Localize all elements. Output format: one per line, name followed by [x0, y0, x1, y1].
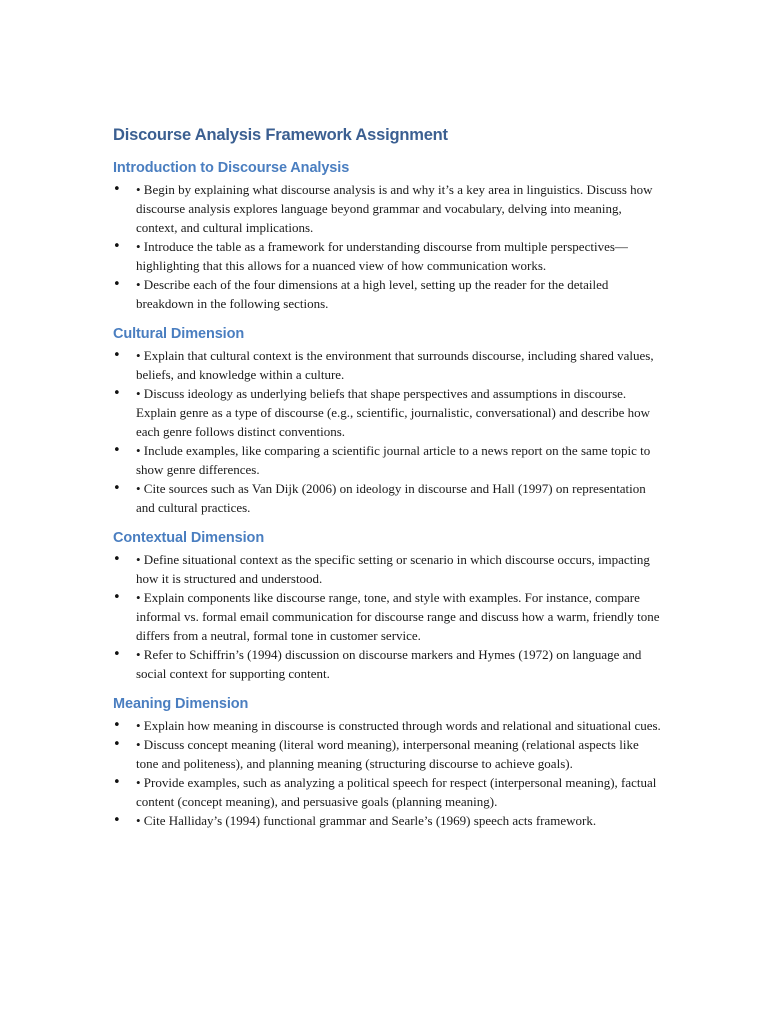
section-heading: Introduction to Discourse Analysis [113, 160, 350, 176]
section-contextual [113, 528, 661, 683]
list-item-text: • Cite Halliday’s (1994) functional grammar and Searle’s (1969) speech acts framework. [136, 813, 597, 828]
list-item-text: • Begin by explaining what discourse analysis is and why it’s a key area in linguistics. Discuss how discourse analysis explores language beyond grammar and vocabulary, delving into meaning, context, and cultural implications. [136, 182, 653, 235]
bullet-icon: • [113, 813, 121, 828]
list-item-text: • Include examples, like comparing a scientific journal article to a news report on the same topic to show genre differences. [136, 443, 651, 477]
list-item-text: • Discuss ideology as underlying beliefs that shape perspectives and assumptions in discourse. Explain genre as a type of discourse (e.g., scientific, journalistic, conversational) and describe how each genre follows distinct conventions. [136, 386, 651, 439]
document-page [113, 124, 661, 841]
list-item-text: • Explain how meaning in discourse is constructed through words and relational and situational cues. [136, 718, 661, 733]
list-item [113, 550, 661, 588]
section-introduction [113, 158, 661, 313]
list-item [113, 384, 661, 441]
section-heading: Contextual Dimension [113, 530, 265, 546]
list-item-text: • Explain that cultural context is the environment that surrounds discourse, including shared values, beliefs, and knowledge within a culture. [136, 348, 654, 382]
list-item-text: • Describe each of the four dimensions at a high level, setting up the reader for the detailed breakdown in the following sections. [136, 277, 609, 311]
bullet-icon: • [113, 552, 121, 567]
bullet-icon: • [113, 277, 121, 292]
list-item [113, 180, 661, 237]
bullet-icon: • [113, 239, 121, 254]
bullet-icon: • [113, 481, 121, 496]
bullet-icon: • [113, 737, 121, 752]
list-item-text: • Refer to Schiffrin’s (1994) discussion on discourse markers and Hymes (1972) on language and social context for supporting content. [136, 647, 642, 681]
list-item-text: • Provide examples, such as analyzing a political speech for respect (interpersonal meaning), factual content (concept meaning), and persuasive goals (planning meaning). [136, 775, 657, 809]
section-cultural [113, 324, 661, 517]
list-item-text: • Discuss concept meaning (literal word meaning), interpersonal meaning (relational aspects like tone and politeness), and planning meaning (structuring discourse to achieve goals). [136, 737, 639, 771]
list-item [113, 773, 661, 811]
list-item [113, 735, 661, 773]
list-item-text: • Explain components like discourse range, tone, and style with examples. For instance, compare informal vs. formal email communication for discourse range and discuss how a warm, friendly tone differs from a neutral, formal tone in customer service. [136, 590, 660, 643]
bullet-icon: • [113, 718, 121, 733]
document-title: Discourse Analysis Framework Assignment [113, 126, 448, 144]
list-item [113, 441, 661, 479]
section-heading: Meaning Dimension [113, 696, 249, 712]
list-item-text: • Define situational context as the specific setting or scenario in which discourse occurs, impacting how it is structured and understood. [136, 552, 650, 586]
list-item [113, 645, 661, 683]
list-item [113, 346, 661, 384]
section-meaning [113, 694, 661, 830]
list-item [113, 275, 661, 313]
bullet-icon: • [113, 443, 121, 458]
list-item [113, 588, 661, 645]
bullet-list [113, 180, 661, 313]
list-item [113, 479, 661, 517]
section-heading: Cultural Dimension [113, 326, 245, 342]
bullet-icon: • [113, 775, 121, 790]
bullet-icon: • [113, 348, 121, 363]
bullet-list [113, 716, 661, 830]
bullet-list [113, 550, 661, 683]
list-item [113, 237, 661, 275]
bullet-icon: • [113, 590, 121, 605]
list-item [113, 811, 661, 830]
bullet-list [113, 346, 661, 517]
bullet-icon: • [113, 386, 121, 401]
list-item-text: • Introduce the table as a framework for understanding discourse from multiple perspectives—highlighting that this allows for a nuanced view of how communication works. [136, 239, 628, 273]
bullet-icon: • [113, 182, 121, 197]
list-item-text: • Cite sources such as Van Dijk (2006) on ideology in discourse and Hall (1997) on representation and cultural practices. [136, 481, 646, 515]
bullet-icon: • [113, 647, 121, 662]
list-item [113, 716, 661, 735]
